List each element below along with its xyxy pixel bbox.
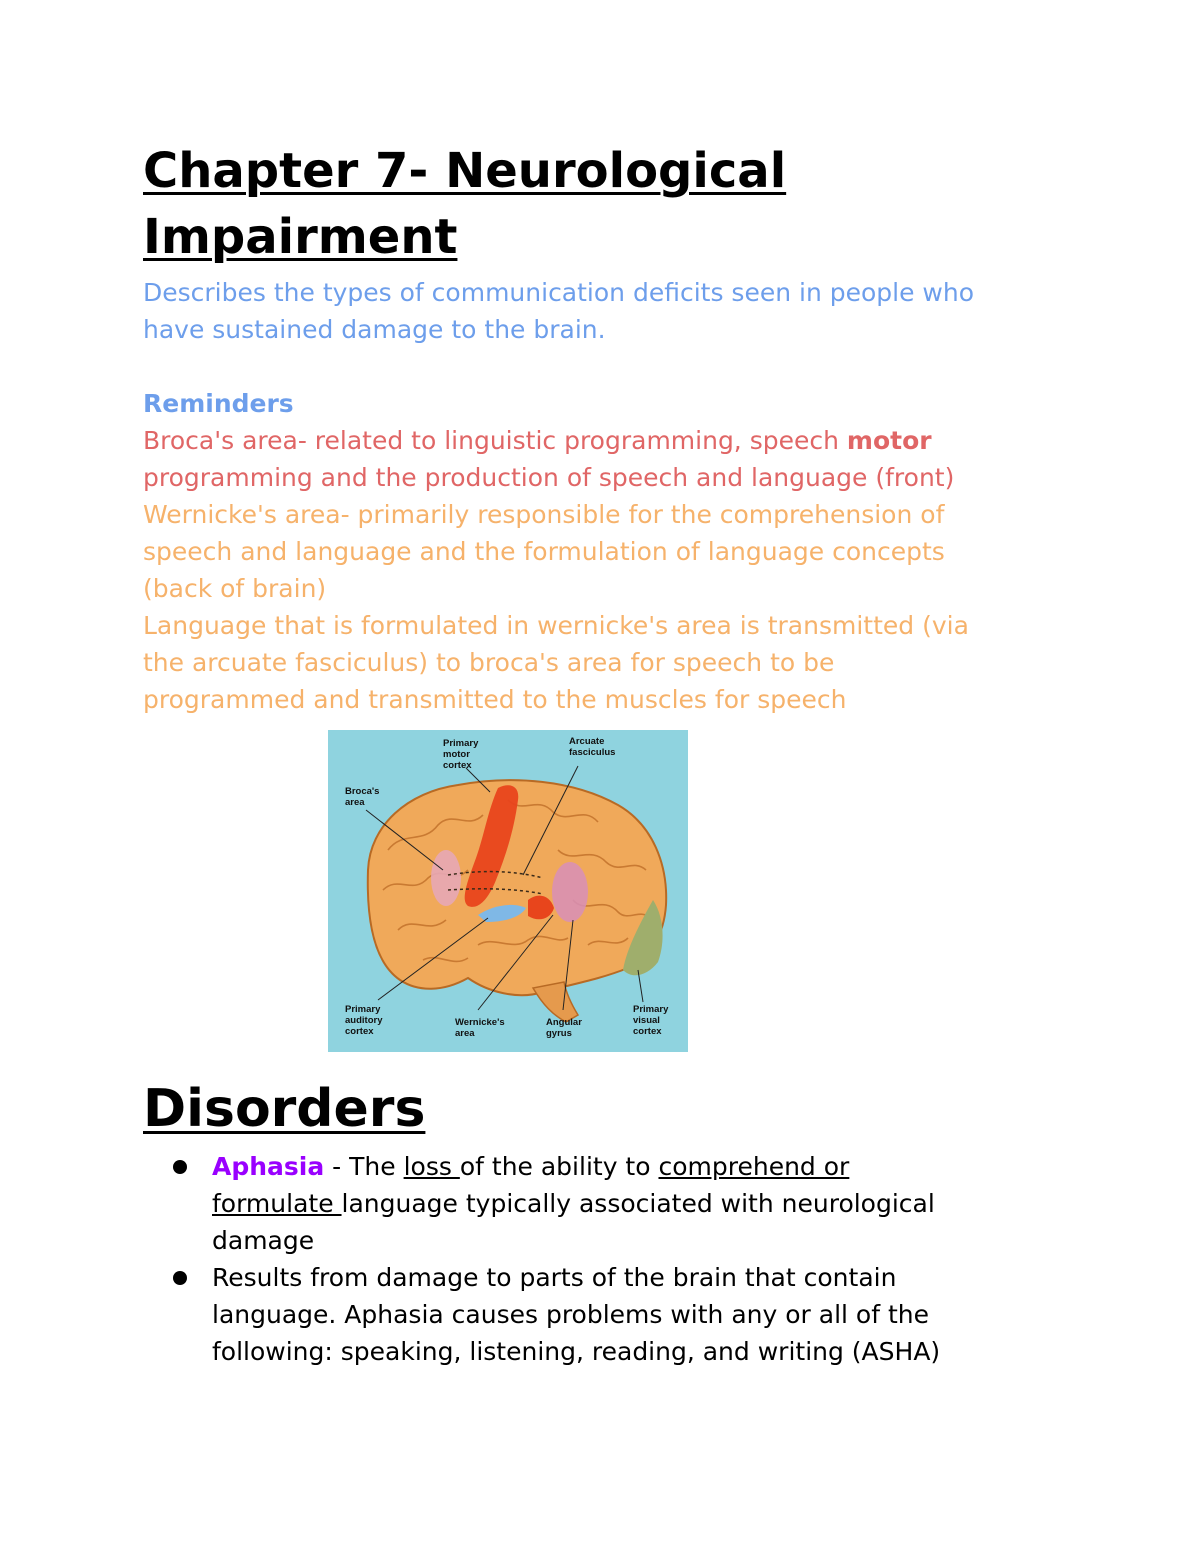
language-path-text-2: the arcuate fasciculus) to broca's area for speech to be [143,648,835,677]
disorders-list [143,1148,1043,1370]
label-brocas-area: Broca's area [345,786,380,808]
b1-comprehend: comprehend or [658,1152,850,1181]
list-item [143,1259,1043,1370]
b1-loss: loss [403,1152,460,1181]
brain-diagram-svg [328,730,688,1052]
wernickes-area-region [552,862,588,922]
title-line-1: Chapter 7- Neurological [143,143,787,199]
wernicke-text-2: speech and language and the formulation of language concepts [143,537,945,566]
disorders-heading: Disorders [143,1079,426,1139]
b2-text-1: Results from damage to parts of the brain that contain [212,1263,897,1292]
label-primary-visual-cortex: Primary visual cortex [633,1004,669,1037]
broca-note [143,422,1083,496]
wernicke-text-1: Wernicke's area- primarily responsible for the comprehension of [143,500,945,529]
b2-text-3: following: speaking, listening, reading, and writing (ASHA) [212,1337,941,1366]
bullet-icon [173,1271,187,1285]
label-primary-motor-cortex: Primary motor cortex [443,738,479,771]
brain-diagram [328,730,688,1052]
broca-text-1: Broca's area- related to linguistic programming, speech [143,426,847,455]
bullet-icon [173,1160,187,1174]
b1-text-d: damage [212,1226,315,1255]
b2-text-2: language. Aphasia causes problems with any or all of the [212,1300,930,1329]
language-path-text-3: programmed and transmitted to the muscles for speech [143,685,847,714]
label-primary-auditory-cortex: Primary auditory cortex [345,1004,383,1037]
list-item [143,1148,1043,1259]
label-wernickes-area: Wernicke's area [455,1017,505,1039]
b1-text-a: - The [324,1152,404,1181]
brain-stem [533,982,578,1022]
page-title [143,138,1083,270]
label-angular-gyrus: Angular gyrus [546,1017,582,1039]
chapter-description [143,274,1083,348]
title-line-2: Impairment [143,209,458,265]
description-line-2: have sustained damage to the brain. [143,315,606,344]
b1-text-c: language typically associated with neurological [341,1189,935,1218]
broca-text-2: programming and the production of speech and language (front) [143,463,955,492]
language-path-text-1: Language that is formulated in wernicke's area is transmitted (via [143,611,969,640]
label-arcuate-fasciculus: Arcuate fasciculus [569,736,616,758]
wernicke-text-3: (back of brain) [143,574,327,603]
aphasia-term: Aphasia [212,1152,325,1181]
brocas-area-region [431,850,461,906]
document-content [143,138,1083,1366]
broca-motor-bold: motor [846,426,932,455]
b1-formulate: formulate [212,1189,342,1218]
reminders-heading: Reminders [143,389,294,418]
description-line-1: Describes the types of communication deficits seen in people who [143,278,975,307]
wernicke-note [143,496,1083,718]
b1-text-b: of the ability to [459,1152,659,1181]
brain-cerebrum [368,780,666,995]
blank-line [143,348,1083,385]
